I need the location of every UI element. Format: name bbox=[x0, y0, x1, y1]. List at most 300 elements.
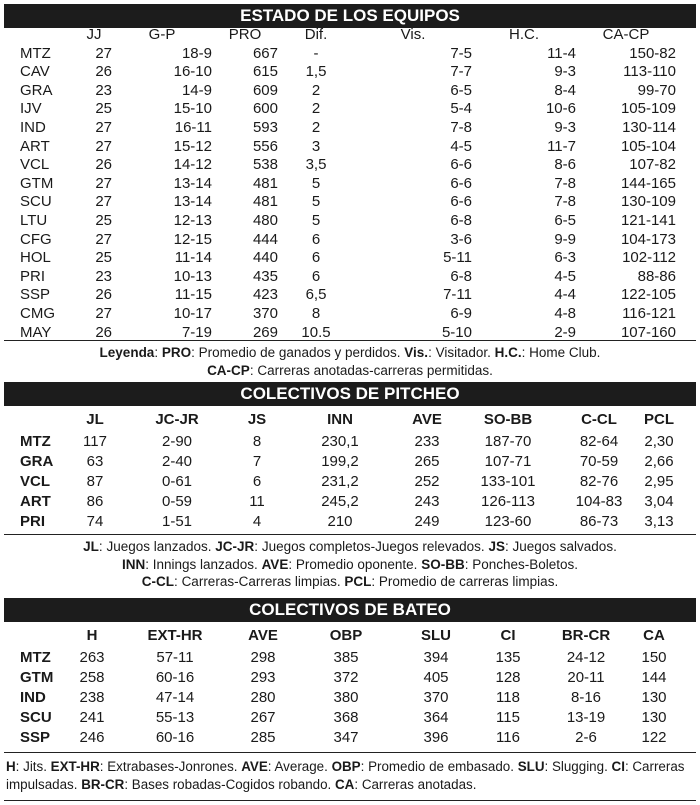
stat-cell: 130-114 bbox=[622, 118, 676, 136]
stat-cell: 8-16 bbox=[570, 689, 602, 706]
stat-cell: 269 bbox=[252, 323, 278, 341]
stat-cell: 210 bbox=[327, 513, 353, 530]
column-header bbox=[20, 408, 64, 432]
stat-cell: 105-104 bbox=[620, 137, 676, 155]
stat-cell: 116 bbox=[496, 729, 520, 746]
stat-cell: 107-71 bbox=[484, 453, 532, 470]
stat-cell: 11-15 bbox=[174, 286, 212, 304]
table-row bbox=[20, 138, 676, 157]
stat-cell: 16-10 bbox=[173, 63, 212, 81]
stat-cell: 102-112 bbox=[622, 249, 676, 267]
stat-cell: 423 bbox=[252, 286, 278, 304]
stat-cell: 107-160 bbox=[620, 323, 676, 341]
table-row bbox=[20, 492, 676, 512]
standings-title: ESTADO DE LOS EQUIPOS bbox=[4, 4, 696, 28]
table-row bbox=[20, 82, 676, 101]
column-header: OBP bbox=[329, 627, 363, 644]
legend-desc: Visitador. bbox=[435, 345, 491, 360]
legend-desc: Extrabases-Jonrones. bbox=[107, 759, 238, 774]
table-row bbox=[20, 268, 676, 287]
legend-line: Leyenda: PRO: Promedio de ganados y perdidos. Vis.: Visitador. H.C.: Home Club. bbox=[99, 345, 601, 360]
column-header: BR-CR bbox=[561, 627, 611, 644]
stat-cell: 133-101 bbox=[480, 473, 536, 490]
stat-cell: 150 bbox=[641, 649, 667, 666]
legend-desc: Home Club. bbox=[529, 345, 601, 360]
divider bbox=[4, 340, 696, 341]
stat-cell: 5-10 bbox=[441, 323, 472, 341]
stat-cell: 7-19 bbox=[181, 323, 212, 341]
legend-abbr: AVE bbox=[261, 556, 289, 572]
stat-cell: 6-8 bbox=[450, 267, 472, 285]
team-code: SSP bbox=[20, 729, 51, 746]
stat-cell: 26 bbox=[95, 286, 112, 304]
stat-cell: 4-8 bbox=[554, 304, 576, 322]
stat-cell: 104-173 bbox=[620, 230, 676, 248]
stat-cell: 7-5 bbox=[450, 44, 472, 62]
stat-cell: 27 bbox=[95, 193, 112, 211]
stat-cell: 370 bbox=[423, 689, 449, 706]
stat-cell: 405 bbox=[423, 669, 449, 686]
stat-cell: 368 bbox=[333, 709, 359, 726]
stat-cell: - bbox=[313, 44, 319, 62]
stat-cell: 6 bbox=[311, 267, 321, 285]
table-row bbox=[20, 452, 676, 472]
stat-cell: 12-13 bbox=[173, 211, 212, 229]
team-code: ART bbox=[20, 137, 50, 155]
column-header: AVE bbox=[412, 411, 442, 428]
legend-line: impulsadas. BR-CR: Bases robadas-Cogidos robando. CA: Carreras anotadas. bbox=[6, 776, 477, 792]
stat-cell: 5-4 bbox=[450, 100, 472, 118]
stat-cell: 7 bbox=[252, 453, 262, 470]
stat-cell: 2 bbox=[311, 81, 321, 99]
legend-abbr: H bbox=[6, 759, 16, 774]
stat-cell: 27 bbox=[95, 230, 112, 248]
table-row bbox=[20, 648, 676, 668]
stat-cell: 481 bbox=[252, 193, 278, 211]
pitching-table bbox=[20, 408, 676, 532]
stat-cell: 249 bbox=[414, 513, 440, 530]
stat-cell: 0-59 bbox=[161, 493, 193, 510]
team-code: MAY bbox=[20, 323, 52, 341]
stat-cell: 6-6 bbox=[450, 174, 472, 192]
stat-cell: 615 bbox=[252, 63, 278, 81]
stat-cell: 8 bbox=[311, 304, 321, 322]
table-row bbox=[20, 728, 676, 748]
stat-cell: 6-6 bbox=[450, 193, 472, 211]
stat-cell: 23 bbox=[95, 267, 112, 285]
column-header: SLU bbox=[421, 627, 451, 644]
team-code: CMG bbox=[20, 304, 55, 322]
stat-cell: 233 bbox=[414, 433, 440, 450]
stat-cell: 118 bbox=[496, 689, 520, 706]
standings-header-row bbox=[20, 26, 676, 45]
stat-cell: 105-109 bbox=[620, 100, 676, 118]
table-row bbox=[20, 708, 676, 728]
column-header: CI bbox=[500, 627, 516, 644]
stat-cell: 26 bbox=[95, 323, 112, 341]
table-row bbox=[20, 668, 676, 688]
legend-desc: Promedio de ganados y perdidos. bbox=[198, 345, 401, 360]
column-header: SO-BB bbox=[483, 411, 533, 428]
batting-title: COLECTIVOS DE BATEO bbox=[4, 598, 696, 622]
stat-cell: 6-3 bbox=[554, 249, 576, 267]
stat-cell: 1,5 bbox=[305, 63, 327, 81]
table-row bbox=[20, 286, 676, 305]
stat-cell: 280 bbox=[250, 689, 276, 706]
legend-abbr: EXT-HR bbox=[50, 759, 100, 774]
legend-desc: Carreras anotadas-carreras permitidas. bbox=[257, 362, 493, 378]
legend-abbr: CA-CP bbox=[207, 362, 250, 378]
stat-cell: 481 bbox=[252, 174, 278, 192]
stat-cell: 14-9 bbox=[181, 81, 212, 99]
column-header: CA bbox=[643, 627, 665, 644]
stat-cell: 372 bbox=[333, 669, 359, 686]
stat-cell: 7-8 bbox=[450, 118, 472, 136]
legend-abbr: PRO bbox=[161, 345, 192, 360]
stat-cell: 394 bbox=[423, 649, 449, 666]
team-code: VCL bbox=[20, 156, 50, 174]
column-header: JJ bbox=[86, 26, 102, 43]
column-header bbox=[20, 26, 76, 45]
team-code: MTZ bbox=[20, 44, 51, 62]
table-row bbox=[20, 212, 676, 231]
stat-cell: 3,5 bbox=[305, 156, 327, 174]
legend-desc: Innings lanzados. bbox=[152, 556, 258, 572]
legend-abbr: AVE bbox=[241, 759, 268, 774]
stat-cell: 47-14 bbox=[155, 689, 195, 706]
stat-cell: 9-3 bbox=[554, 63, 576, 81]
legend-abbr: INN bbox=[121, 556, 146, 572]
stat-cell: 11-4 bbox=[547, 44, 576, 62]
stat-cell: 27 bbox=[95, 137, 112, 155]
stat-cell: 13-14 bbox=[173, 174, 212, 192]
stat-cell: 10-13 bbox=[173, 267, 212, 285]
column-header: PCL bbox=[644, 411, 674, 428]
divider bbox=[4, 800, 696, 801]
stat-cell: 6,5 bbox=[305, 286, 327, 304]
stat-cell: 14-12 bbox=[173, 156, 212, 174]
stat-cell: 0-61 bbox=[161, 473, 193, 490]
legend-abbr: JC-JR bbox=[215, 539, 255, 554]
stat-cell: 8-6 bbox=[554, 156, 576, 174]
stat-cell: 144 bbox=[641, 669, 667, 686]
stat-cell: 243 bbox=[414, 493, 440, 510]
standings-legend bbox=[4, 344, 696, 379]
stat-cell: 556 bbox=[252, 137, 278, 155]
stat-cell: 440 bbox=[252, 249, 278, 267]
stat-cell: 107-82 bbox=[629, 156, 676, 174]
stat-cell: 15-12 bbox=[173, 137, 212, 155]
stat-cell: 238 bbox=[79, 689, 105, 706]
stat-cell: 347 bbox=[333, 729, 359, 746]
stat-cell: 60-16 bbox=[155, 729, 195, 746]
legend-desc: Average. bbox=[274, 759, 328, 774]
team-code: GRA bbox=[20, 453, 54, 470]
stat-cell: 70-59 bbox=[579, 453, 619, 470]
standings-table bbox=[20, 26, 676, 342]
legend-desc: Promedio de embasado. bbox=[368, 759, 514, 774]
stat-cell: 115 bbox=[496, 709, 520, 726]
team-code: IND bbox=[20, 689, 46, 706]
stat-cell: 10.5 bbox=[301, 323, 331, 341]
stat-cell: 396 bbox=[423, 729, 449, 746]
legend-desc: impulsadas. bbox=[6, 776, 78, 792]
stat-cell: 11 bbox=[249, 493, 265, 510]
stat-cell: 3 bbox=[311, 137, 321, 155]
legend-desc: Bases robadas-Cogidos robando. bbox=[131, 776, 332, 792]
column-header: CA-CP bbox=[602, 26, 650, 43]
stat-cell: 370 bbox=[252, 304, 278, 322]
column-header: JL bbox=[86, 411, 104, 428]
pitching-header-row bbox=[20, 408, 676, 432]
stat-cell: 11-7 bbox=[547, 137, 576, 155]
stat-cell: 144-165 bbox=[620, 174, 676, 192]
stat-cell: 245,2 bbox=[321, 493, 359, 510]
legend-abbr: SO-BB bbox=[421, 556, 465, 572]
stat-cell: 2 bbox=[311, 100, 321, 118]
legend-line: INN: Innings lanzados. AVE: Promedio oponente. SO-BB: Ponches-Boletos. bbox=[121, 556, 579, 572]
stat-cell: 199,2 bbox=[321, 453, 359, 470]
table-row bbox=[20, 231, 676, 250]
team-code: ART bbox=[20, 493, 51, 510]
stat-cell: 600 bbox=[252, 100, 278, 118]
stat-cell: 86-73 bbox=[579, 513, 619, 530]
stat-cell: 5 bbox=[311, 211, 321, 229]
stat-cell: 16-11 bbox=[174, 118, 212, 136]
stat-cell: 1-51 bbox=[161, 513, 193, 530]
stat-cell: 593 bbox=[252, 118, 278, 136]
stat-cell: 25 bbox=[95, 100, 112, 118]
stat-cell: 8 bbox=[252, 433, 262, 450]
stat-cell: 128 bbox=[495, 669, 521, 686]
legend-abbr: Vis. bbox=[404, 345, 429, 360]
stat-cell: 2-9 bbox=[554, 323, 576, 341]
column-header: INN bbox=[327, 411, 353, 428]
stat-cell: 23 bbox=[95, 81, 112, 99]
team-code: CAV bbox=[20, 63, 50, 81]
stat-cell: 24-12 bbox=[566, 649, 606, 666]
stat-cell: 8-4 bbox=[554, 81, 576, 99]
stat-cell: 7-11 bbox=[443, 286, 472, 304]
stat-cell: 285 bbox=[250, 729, 276, 746]
team-code: HOL bbox=[20, 249, 51, 267]
team-code: LTU bbox=[20, 211, 48, 229]
stat-cell: 113-110 bbox=[623, 63, 676, 81]
stat-cell: 122 bbox=[641, 729, 667, 746]
stat-cell: 5-11 bbox=[443, 249, 472, 267]
team-code: SSP bbox=[20, 286, 51, 304]
stat-cell: 2,66 bbox=[644, 453, 674, 470]
table-row bbox=[20, 119, 676, 138]
stat-cell: 20-11 bbox=[567, 669, 605, 686]
column-header: AVE bbox=[248, 627, 278, 644]
legend-abbr: BR-CR bbox=[81, 776, 125, 792]
table-row bbox=[20, 193, 676, 212]
table-row bbox=[20, 305, 676, 324]
stat-cell: 87 bbox=[86, 473, 104, 490]
stat-cell: 667 bbox=[252, 44, 278, 62]
column-header: JC-JR bbox=[155, 411, 199, 428]
stat-cell: 116-121 bbox=[622, 304, 676, 322]
team-code: GTM bbox=[20, 174, 54, 192]
batting-table bbox=[20, 624, 676, 748]
stat-cell: 4-5 bbox=[450, 137, 472, 155]
team-code: SCU bbox=[20, 193, 52, 211]
table-row bbox=[20, 63, 676, 82]
stat-cell: 25 bbox=[95, 211, 112, 229]
stat-cell: 293 bbox=[250, 669, 276, 686]
stat-cell: 4-5 bbox=[554, 267, 576, 285]
legend-desc: Slugging. bbox=[551, 759, 608, 774]
stat-cell: 263 bbox=[79, 649, 105, 666]
stat-cell: 25 bbox=[95, 249, 112, 267]
stat-cell: 130-109 bbox=[620, 193, 676, 211]
table-row bbox=[20, 472, 676, 492]
legend-desc: Juegos lanzados. bbox=[106, 539, 212, 554]
legend-abbr: CI bbox=[611, 759, 625, 774]
table-row bbox=[20, 688, 676, 708]
stat-cell: 6 bbox=[252, 473, 262, 490]
stat-cell: 187-70 bbox=[484, 433, 532, 450]
stat-cell: 6 bbox=[311, 249, 321, 267]
stat-cell: 135 bbox=[495, 649, 521, 666]
column-header: H.C. bbox=[509, 26, 539, 43]
stat-cell: 252 bbox=[414, 473, 440, 490]
stat-cell: 99-70 bbox=[637, 81, 676, 99]
stat-cell: 246 bbox=[79, 729, 105, 746]
stat-cell: 4 bbox=[252, 513, 262, 530]
column-header: H bbox=[86, 627, 98, 644]
stat-cell: 2-90 bbox=[161, 433, 193, 450]
stat-cell: 2,30 bbox=[644, 433, 674, 450]
table-row bbox=[20, 156, 676, 175]
legend-desc: Promedio de carreras limpias. bbox=[378, 574, 559, 589]
stat-cell: 241 bbox=[79, 709, 105, 726]
stat-cell: 6 bbox=[311, 230, 321, 248]
stat-cell: 117 bbox=[83, 433, 107, 450]
column-header bbox=[20, 624, 64, 648]
legend-desc: Carreras bbox=[632, 759, 685, 774]
stat-cell: 2-6 bbox=[575, 729, 597, 746]
stat-cell: 13-14 bbox=[173, 193, 212, 211]
column-header: C-CL bbox=[581, 411, 617, 428]
stat-cell: 7-7 bbox=[450, 63, 472, 81]
legend-desc: Juegos salvados. bbox=[512, 539, 617, 554]
stat-cell: 380 bbox=[333, 689, 359, 706]
stat-cell: 26 bbox=[95, 156, 112, 174]
column-header: G-P bbox=[148, 26, 176, 43]
stat-cell: 27 bbox=[95, 118, 112, 136]
stat-cell: 15-10 bbox=[173, 100, 212, 118]
stat-cell: 6-5 bbox=[554, 211, 576, 229]
table-row bbox=[20, 432, 676, 452]
stat-cell: 63 bbox=[86, 453, 104, 470]
column-header: PRO bbox=[228, 26, 262, 43]
stat-cell: 258 bbox=[79, 669, 105, 686]
divider bbox=[4, 534, 696, 535]
legend-abbr: SLU bbox=[517, 759, 545, 774]
stat-cell: 7-8 bbox=[554, 174, 576, 192]
stat-cell: 12-15 bbox=[173, 230, 212, 248]
stat-cell: 298 bbox=[250, 649, 276, 666]
team-code: MTZ bbox=[20, 433, 51, 450]
column-header: Dif. bbox=[304, 26, 328, 43]
table-row bbox=[20, 100, 676, 119]
stat-cell: 18-9 bbox=[181, 44, 212, 62]
legend-abbr: H.C. bbox=[494, 345, 522, 360]
legend-desc: Ponches-Boletos. bbox=[472, 556, 579, 572]
stat-cell: 2-40 bbox=[161, 453, 193, 470]
stat-cell: 130 bbox=[641, 689, 667, 706]
team-code: IJV bbox=[20, 100, 42, 118]
legend-line: H: Jits. EXT-HR: Extrabases-Jonrones. AVE: Average. OBP: Promedio de embasado. SLU: Slugging. CI: Carreras bbox=[6, 759, 685, 774]
stat-cell: 9-9 bbox=[554, 230, 576, 248]
stat-cell: 6-5 bbox=[450, 81, 472, 99]
stat-cell: 11-14 bbox=[174, 249, 212, 267]
table-row bbox=[20, 175, 676, 194]
stat-cell: 27 bbox=[95, 174, 112, 192]
stat-cell: 2,95 bbox=[644, 473, 674, 490]
stat-cell: 74 bbox=[86, 513, 104, 530]
legend-abbr: CA bbox=[335, 776, 355, 792]
stat-cell: 267 bbox=[250, 709, 276, 726]
stat-cell: 3-6 bbox=[450, 230, 472, 248]
stat-cell: 4-4 bbox=[554, 286, 576, 304]
stat-cell: 364 bbox=[423, 709, 449, 726]
stat-cell: 10-17 bbox=[173, 304, 212, 322]
stat-cell: 13-19 bbox=[566, 709, 606, 726]
stat-cell: 6-6 bbox=[450, 156, 472, 174]
stat-cell: 5 bbox=[311, 193, 321, 211]
stat-cell: 88-86 bbox=[637, 267, 676, 285]
stat-cell: 150-82 bbox=[629, 44, 676, 62]
column-header: EXT-HR bbox=[147, 627, 203, 644]
legend-desc: Carreras anotadas. bbox=[361, 776, 477, 792]
stat-cell: 3,13 bbox=[644, 513, 674, 530]
team-code: GTM bbox=[20, 669, 54, 686]
column-header: Vis. bbox=[400, 26, 426, 43]
stat-cell: 26 bbox=[95, 63, 112, 81]
stat-cell: 86 bbox=[86, 493, 104, 510]
batting-legend bbox=[6, 758, 694, 793]
batting-header-row bbox=[20, 624, 676, 648]
legend-abbr: PCL bbox=[344, 574, 372, 589]
team-code: VCL bbox=[20, 473, 50, 490]
stat-cell: 265 bbox=[414, 453, 440, 470]
legend-desc: Carreras-Carreras limpias. bbox=[181, 574, 341, 589]
stat-cell: 55-13 bbox=[155, 709, 195, 726]
team-code: MTZ bbox=[20, 649, 51, 666]
stat-cell: 82-76 bbox=[579, 473, 619, 490]
stat-cell: 27 bbox=[95, 304, 112, 322]
legend-abbr: JS bbox=[488, 539, 505, 554]
stat-cell: 231,2 bbox=[321, 473, 359, 490]
stat-cell: 385 bbox=[333, 649, 359, 666]
column-header: JS bbox=[247, 411, 267, 428]
stat-cell: 10-6 bbox=[545, 100, 576, 118]
stat-cell: 6-9 bbox=[450, 304, 472, 322]
team-code: CFG bbox=[20, 230, 52, 248]
legend-desc: Juegos completos-Juegos relevados. bbox=[261, 539, 485, 554]
legend-abbr: OBP bbox=[331, 759, 361, 774]
stat-cell: 609 bbox=[252, 81, 278, 99]
team-code: SCU bbox=[20, 709, 52, 726]
stat-cell: 123-60 bbox=[484, 513, 532, 530]
legend-desc: Promedio oponente. bbox=[295, 556, 418, 572]
legend-desc: Jits. bbox=[23, 759, 47, 774]
team-code: PRI bbox=[20, 267, 46, 285]
stat-cell: 480 bbox=[252, 211, 278, 229]
